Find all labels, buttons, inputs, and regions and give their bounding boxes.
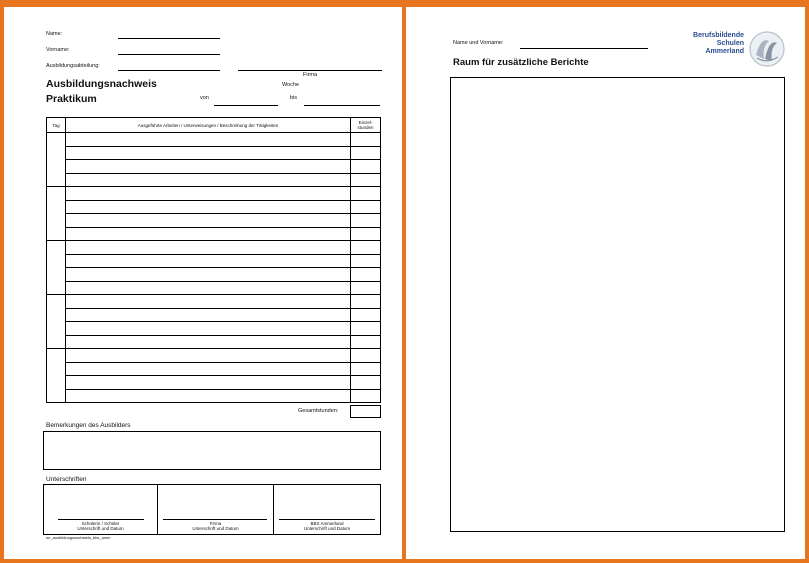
signature-student[interactable] bbox=[44, 485, 158, 534]
day-cell[interactable] bbox=[47, 349, 66, 403]
gesamtstunden-box[interactable] bbox=[350, 405, 381, 418]
firma-label: Firma bbox=[303, 72, 318, 78]
table-header-row bbox=[47, 118, 381, 133]
hours-cell[interactable] bbox=[351, 335, 381, 349]
activity-cell[interactable] bbox=[66, 214, 351, 228]
hours-cell[interactable] bbox=[351, 295, 381, 309]
gesamtstunden-label: Gesamtstunden: bbox=[298, 408, 339, 414]
activity-cell[interactable] bbox=[66, 362, 351, 376]
vorname-label: Vorname: bbox=[46, 47, 70, 53]
col-hours: Einzel-stunden bbox=[351, 118, 381, 133]
day-cell[interactable] bbox=[47, 241, 66, 295]
vorname-line[interactable] bbox=[118, 54, 220, 55]
table-row bbox=[47, 295, 381, 309]
hours-cell[interactable] bbox=[351, 160, 381, 174]
report-box[interactable] bbox=[450, 77, 785, 532]
table-row bbox=[47, 254, 381, 268]
table-row bbox=[47, 268, 381, 282]
hours-cell[interactable] bbox=[351, 214, 381, 228]
activity-cell[interactable] bbox=[66, 349, 351, 363]
table-row bbox=[47, 322, 381, 336]
day-cell[interactable] bbox=[47, 295, 66, 349]
title-ausbildungsnachweis: Ausbildungsnachweis bbox=[46, 78, 157, 90]
activity-cell[interactable] bbox=[66, 322, 351, 336]
day-cell[interactable] bbox=[47, 187, 66, 241]
table-row bbox=[47, 133, 381, 147]
activity-table bbox=[46, 117, 381, 403]
sig-role: Schülerin / Schüler bbox=[81, 521, 120, 526]
sig-role: BBS Ammerland bbox=[310, 521, 344, 526]
sig-sub: Unterschrift und Datum bbox=[77, 526, 124, 531]
activity-cell[interactable] bbox=[66, 200, 351, 214]
table-row bbox=[47, 376, 381, 390]
bis-label: bis bbox=[290, 95, 298, 101]
activity-cell[interactable] bbox=[66, 227, 351, 241]
hours-cell[interactable] bbox=[351, 376, 381, 390]
activity-cell[interactable] bbox=[66, 281, 351, 295]
bis-line[interactable] bbox=[304, 105, 380, 106]
table-row bbox=[47, 281, 381, 295]
table-row bbox=[47, 160, 381, 174]
col-tag: Tag bbox=[47, 118, 66, 133]
activity-cell[interactable] bbox=[66, 376, 351, 390]
activity-cell[interactable] bbox=[66, 133, 351, 147]
hours-cell[interactable] bbox=[351, 146, 381, 160]
table-row bbox=[47, 214, 381, 228]
activity-cell[interactable] bbox=[66, 335, 351, 349]
hours-cell[interactable] bbox=[351, 254, 381, 268]
hours-cell[interactable] bbox=[351, 187, 381, 201]
table-row bbox=[47, 200, 381, 214]
activity-cell[interactable] bbox=[66, 187, 351, 201]
left-page bbox=[4, 7, 402, 559]
hours-cell[interactable] bbox=[351, 281, 381, 295]
col-desc: Ausgeführte Arbeiten / Unterweisungen / Beschreibung der Tätigkeiten bbox=[66, 118, 351, 133]
name-vorname-line[interactable] bbox=[520, 48, 648, 49]
activity-cell[interactable] bbox=[66, 389, 351, 403]
table-row bbox=[47, 227, 381, 241]
name-line[interactable] bbox=[118, 38, 220, 39]
abteilung-label: Ausbildungsabteilung: bbox=[46, 63, 100, 69]
hours-cell[interactable] bbox=[351, 322, 381, 336]
signatures-label: Unterschriften bbox=[46, 476, 87, 483]
name-vorname-label: Name und Vorname: bbox=[453, 40, 504, 46]
sig-role: Firma bbox=[209, 521, 222, 526]
firma-line[interactable] bbox=[238, 70, 382, 71]
title-praktikum: Praktikum bbox=[46, 93, 97, 105]
hours-cell[interactable] bbox=[351, 241, 381, 255]
logo-text: Berufsbildende Schulen Ammerland bbox=[693, 32, 744, 55]
abteilung-line[interactable] bbox=[118, 70, 220, 71]
activity-cell[interactable] bbox=[66, 241, 351, 255]
woche-label: Woche bbox=[282, 82, 300, 88]
hours-cell[interactable] bbox=[351, 362, 381, 376]
day-cell[interactable] bbox=[47, 133, 66, 187]
signatures-box bbox=[43, 484, 381, 535]
remarks-label: Bemerkungen des Ausbilders bbox=[46, 422, 131, 429]
right-page bbox=[406, 7, 805, 559]
activity-cell[interactable] bbox=[66, 160, 351, 174]
table-row bbox=[47, 187, 381, 201]
sig-sub: Unterschrift und Datum bbox=[192, 526, 239, 531]
sig-sub: Unterschrift und Datum bbox=[303, 526, 351, 531]
activity-cell[interactable] bbox=[66, 268, 351, 282]
hours-cell[interactable] bbox=[351, 133, 381, 147]
table-row bbox=[47, 308, 381, 322]
hours-cell[interactable] bbox=[351, 389, 381, 403]
signature-bbs[interactable] bbox=[274, 485, 380, 534]
bbs-logo-icon bbox=[747, 29, 787, 69]
hours-cell[interactable] bbox=[351, 173, 381, 187]
table-row bbox=[47, 389, 381, 403]
footer-text: ne_ausbildungsnachweis_bbs_amm bbox=[46, 535, 111, 540]
page-title: Raum für zusätzliche Berichte bbox=[453, 57, 589, 68]
table-row bbox=[47, 241, 381, 255]
name-label: Name: bbox=[46, 31, 63, 37]
von-label: von bbox=[200, 95, 209, 101]
activity-cell[interactable] bbox=[66, 295, 351, 309]
signature-firma[interactable] bbox=[158, 485, 274, 534]
hours-cell[interactable] bbox=[351, 200, 381, 214]
activity-cell[interactable] bbox=[66, 146, 351, 160]
hours-cell[interactable] bbox=[351, 268, 381, 282]
table-row bbox=[47, 362, 381, 376]
table-row bbox=[47, 173, 381, 187]
table-row bbox=[47, 335, 381, 349]
hours-cell[interactable] bbox=[351, 227, 381, 241]
activity-cell[interactable] bbox=[66, 173, 351, 187]
von-line[interactable] bbox=[214, 105, 278, 106]
activity-cell[interactable] bbox=[66, 308, 351, 322]
hours-cell[interactable] bbox=[351, 308, 381, 322]
hours-cell[interactable] bbox=[351, 349, 381, 363]
table-row bbox=[47, 146, 381, 160]
activity-cell[interactable] bbox=[66, 254, 351, 268]
remarks-box[interactable] bbox=[43, 431, 381, 470]
table-row bbox=[47, 349, 381, 363]
